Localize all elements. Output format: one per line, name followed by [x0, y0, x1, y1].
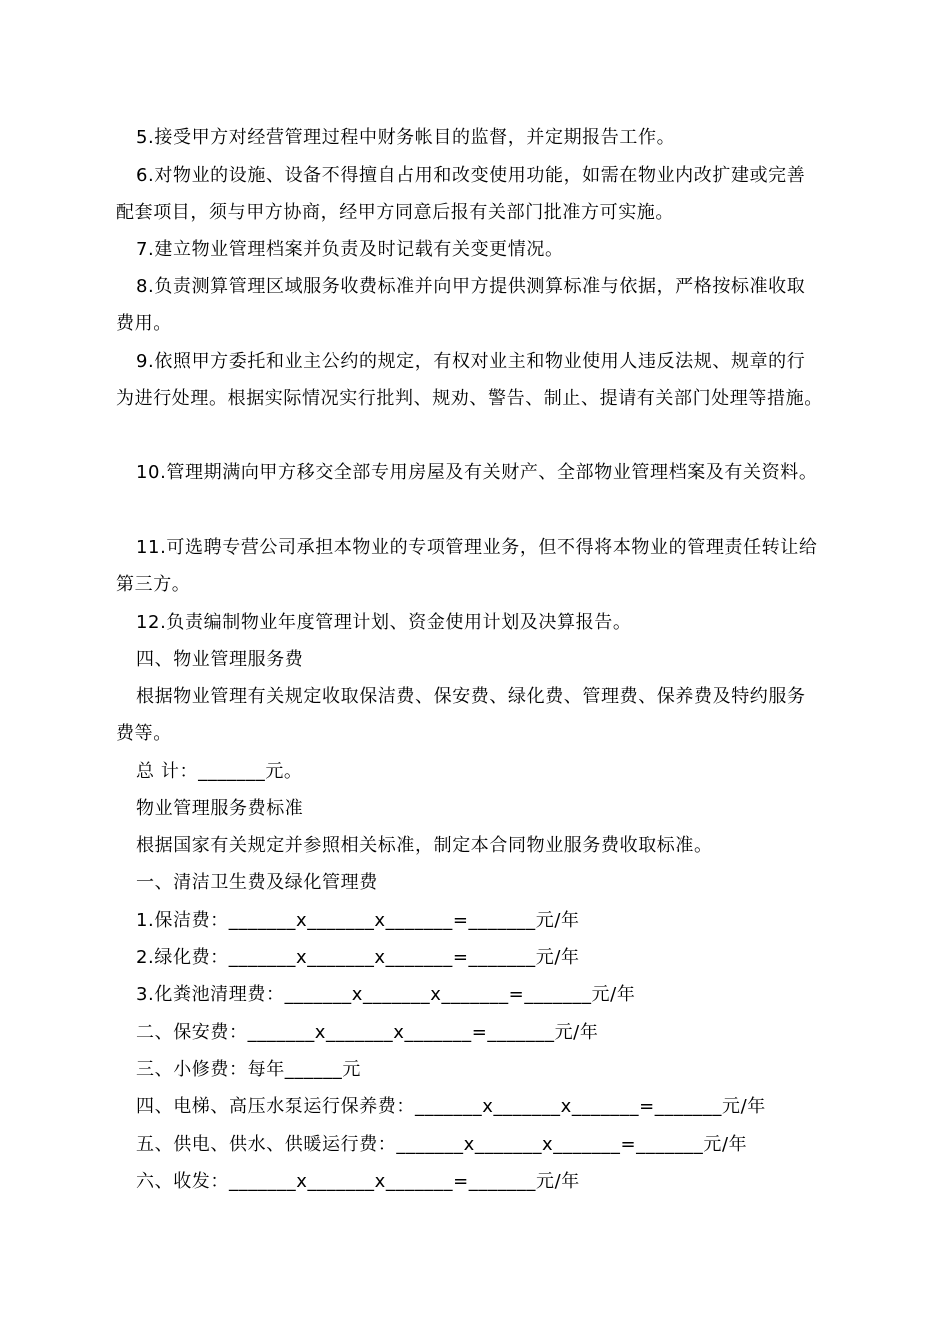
- security-fee-line: 二、保安费：_______x_______x_______=_______元/年: [136, 1022, 599, 1043]
- clause-9: 9.依照甲方委托和业主公约的规定，有权对业主和物业使用人违反法规、规章的行: [136, 351, 806, 372]
- greening-fee-line: 2.绿化费：_______x_______x_______=_______元/年: [136, 947, 580, 968]
- cleaning-fee-line: 1.保洁费：_______x_______x_______=_______元/年: [136, 910, 580, 931]
- clause-8: 8.负责测算管理区域服务收费标准并向甲方提供测算标准与依据，严格按标准收取: [136, 276, 806, 297]
- clause-8-continued: 费用。: [116, 313, 172, 334]
- repair-fee-line: 三、小修费：每年______元: [136, 1059, 361, 1080]
- utilities-fee-line: 五、供电、供水、供暖运行费：_______x_______x_______=_______元/年: [136, 1134, 748, 1155]
- clause-5: 5.接受甲方对经营管理过程中财务帐目的监督，并定期报告工作。: [136, 127, 676, 148]
- fee-standard-title: 物业管理服务费标准: [136, 798, 304, 819]
- fees-total: 总 计：_______元。: [136, 761, 303, 782]
- septic-fee-line: 3.化粪池清理费：_______x_______x_______=_______元/年: [136, 984, 636, 1005]
- clause-7: 7.建立物业管理档案并负责及时记载有关变更情况。: [136, 239, 564, 260]
- clause-9-continued: 为进行处理。根据实际情况实行批判、规劝、警告、制止、提请有关部门处理等措施。: [116, 388, 823, 409]
- clause-10: 10.管理期满向甲方移交全部专用房屋及有关财产、全部物业管理档案及有关资料。: [136, 462, 818, 483]
- clause-12: 12.负责编制物业年度管理计划、资金使用计划及决算报告。: [136, 612, 632, 633]
- fees-intro: 根据物业管理有关规定收取保洁费、保安费、绿化费、管理费、保养费及特约服务: [136, 686, 806, 707]
- cleaning-greening-heading: 一、清洁卫生费及绿化管理费: [136, 872, 378, 893]
- clause-11-continued: 第三方。: [116, 574, 191, 595]
- clause-6: 6.对物业的设施、设备不得擅自占用和改变使用功能，如需在物业内改扩建或完善: [136, 165, 806, 186]
- fee-standard-intro: 根据国家有关规定并参照相关标准，制定本合同物业服务费收取标准。: [136, 835, 713, 856]
- clause-11: 11.可选聘专营公司承担本物业的专项管理业务，但不得将本物业的管理责任转让给: [136, 537, 818, 558]
- section-heading-fees: 四、物业管理服务费: [136, 649, 304, 670]
- fees-intro-continued: 费等。: [116, 723, 172, 744]
- clause-6-continued: 配套项目，须与甲方协商，经甲方同意后报有关部门批准方可实施。: [116, 202, 674, 223]
- mailroom-fee-line: 六、收发：_______x_______x_______=_______元/年: [136, 1171, 580, 1192]
- elevator-fee-line: 四、电梯、高压水泵运行保养费：_______x_______x_______=_______元/年: [136, 1096, 766, 1117]
